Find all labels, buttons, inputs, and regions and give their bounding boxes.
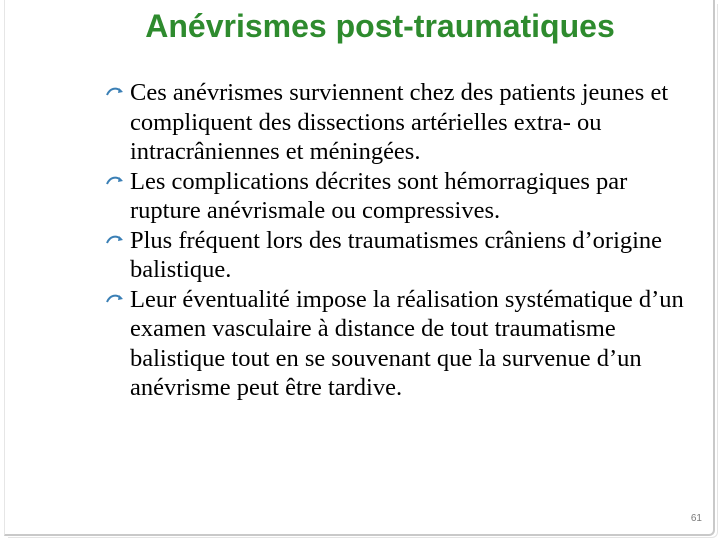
bullet-text: Ces anévrismes surviennent chez des patients jeunes et compliquent des dissections artérielles extra- ou intracrâniennes et méningées. bbox=[130, 79, 669, 165]
curly-arrow-icon bbox=[106, 292, 126, 306]
bullet-item-2 bbox=[112, 167, 702, 226]
page-number: 61 bbox=[690, 513, 702, 524]
bullet-list bbox=[112, 78, 702, 403]
slide-title: Anévrismes post-traumatiques bbox=[145, 8, 615, 44]
bullet-item-4 bbox=[112, 285, 702, 403]
bullet-item-3 bbox=[112, 226, 702, 285]
curly-arrow-icon bbox=[106, 233, 126, 247]
bullet-item-1 bbox=[112, 78, 702, 167]
bullet-text: Plus fréquent lors des traumatismes crâniens d’origine balistique. bbox=[130, 226, 663, 283]
bullet-text: Leur éventualité impose la réalisation systématique d’un examen vasculaire à distance de tout traumatisme balistique tout en se souvenant que la survenue d’un anévrisme peut être tardive. bbox=[130, 285, 684, 401]
curly-arrow-icon bbox=[106, 85, 126, 99]
bullet-text: Les complications décrites sont hémorragiques par rupture anévrismale ou compressives. bbox=[130, 167, 628, 224]
curly-arrow-icon bbox=[106, 174, 126, 188]
